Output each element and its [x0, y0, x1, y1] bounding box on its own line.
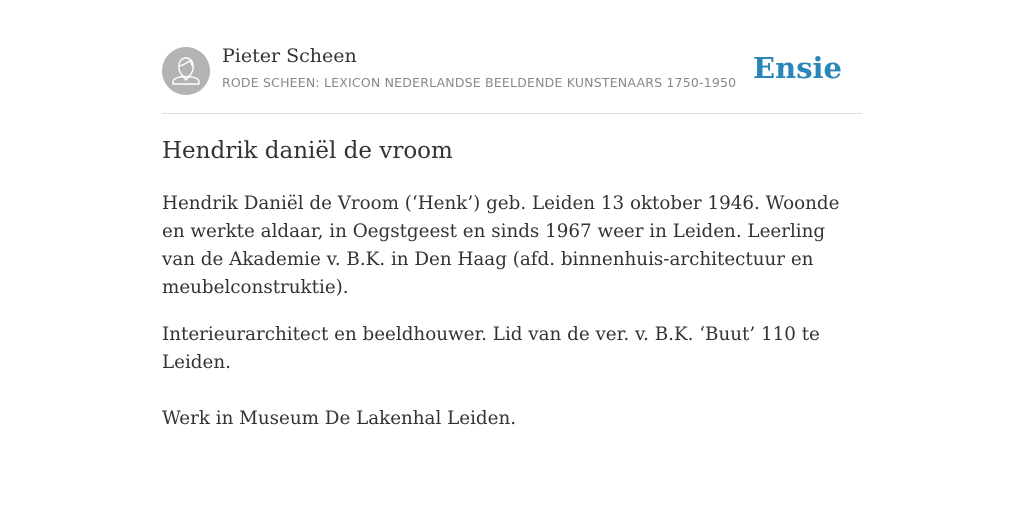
author-name[interactable]: Pieter Scheen: [222, 45, 357, 67]
article-card: [162, 0, 862, 429]
article-header: [162, 0, 862, 114]
paragraph-biography: Hendrik Daniël de Vroom (‘Henk’) geb. Leiden 13 oktober 1946. Woonde en werkte aldaar, in Oegstgeest en sinds 1967 weer in Leiden. Leerling van de Akademie v. B.K. in Den Haag (afd. binnenhuis-architectuur en meubelconstruktie).: [162, 193, 840, 298]
author-avatar[interactable]: [162, 47, 210, 95]
article-title: Hendrik daniël de vroom: [162, 138, 453, 164]
user-icon: [162, 47, 210, 95]
article-body: [162, 190, 862, 433]
paragraph-profession: Interieurarchitect en beeldhouwer. Lid van de ver. v. B.K. ‘Buut’ 110 te Leiden.: [162, 324, 820, 373]
brand-logo[interactable]: Ensie: [753, 51, 842, 85]
paragraph-collection: Werk in Museum De Lakenhal Leiden.: [162, 408, 517, 429]
source-name[interactable]: RODE SCHEEN: LEXICON NEDERLANDSE BEELDENDE KUNSTENAARS 1750-1950: [222, 75, 737, 90]
